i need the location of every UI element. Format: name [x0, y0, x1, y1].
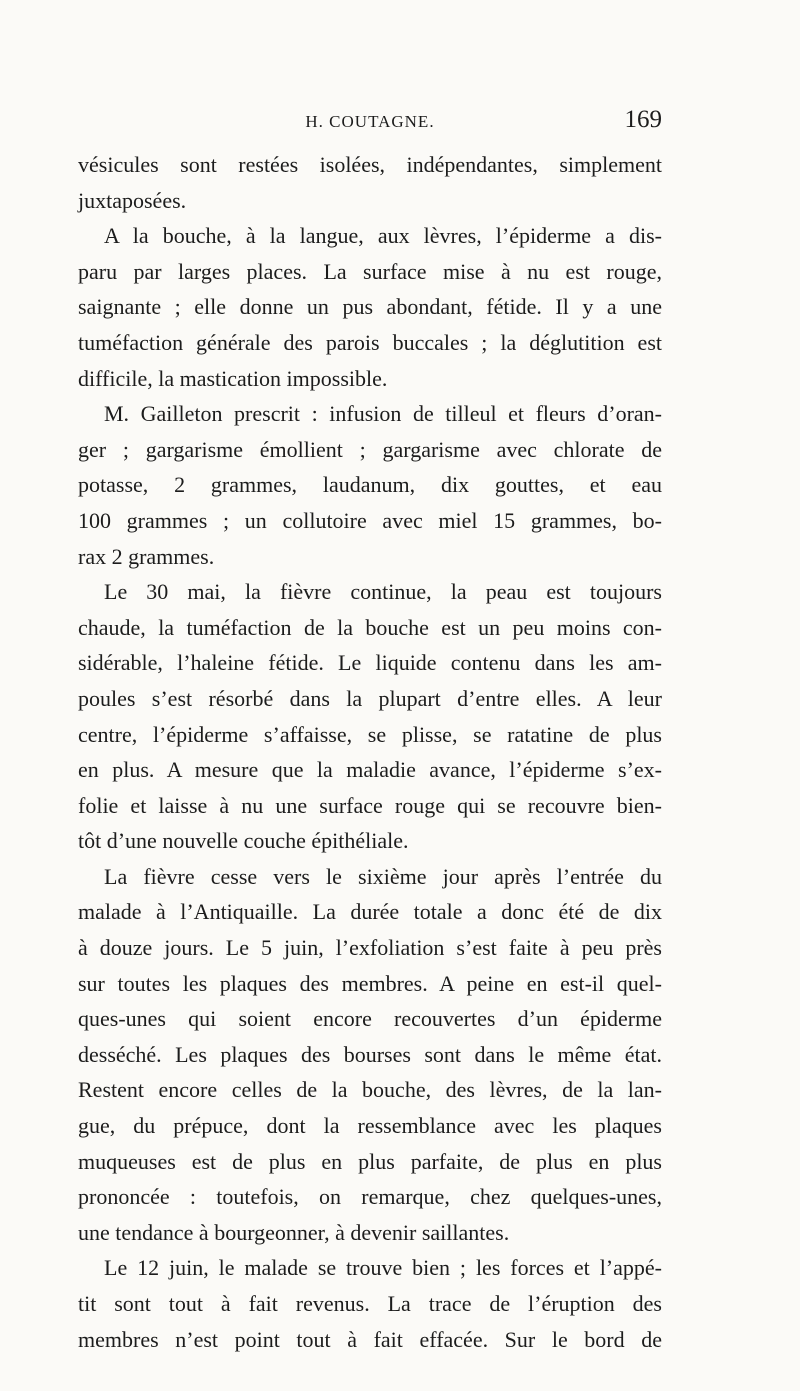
- text-line: membres n’est point tout à fait effacée. Sur le bord de: [78, 1326, 662, 1352]
- text-line: folie et laisse à nu une surface rouge qui se recouvre bien-: [78, 792, 662, 818]
- text-line: vésicules sont restées isolées, indépendantes, simplement: [78, 152, 662, 177]
- text-line: saignante ; elle donne un pus abondant, fétide. Il y a une: [78, 294, 662, 320]
- text-line: potasse, 2 grammes, laudanum, dix gouttes, et eau: [78, 472, 662, 498]
- body-text: [78, 147, 662, 1357]
- text-line: desséché. Les plaques des bourses sont dans le même état.: [78, 1041, 662, 1067]
- text-line: une tendance à bourgeonner, à devenir saillantes.: [78, 1219, 510, 1245]
- text-line: tit sont tout à fait revenus. La trace de l’éruption des: [78, 1291, 662, 1316]
- text-line: rax 2 grammes.: [78, 543, 215, 569]
- text-line: tuméfaction générale des parois buccales ; la déglutition est: [78, 329, 662, 355]
- text-line: gue, du prépuce, dont la ressemblance avec les plaques: [78, 1113, 662, 1139]
- text-line: difficile, la mastication impossible.: [78, 365, 388, 391]
- text-line: Restent encore celles de la bouche, des lèvres, de la lan-: [78, 1077, 662, 1103]
- text-line: muqueuses est de plus en plus parfaite, de plus en plus: [78, 1148, 662, 1174]
- text-line: M. Gailleton prescrit : infusion de tilleul et fleurs d’oran-: [104, 401, 662, 427]
- text-line: ger ; gargarisme émollient ; gargarisme avec chlorate de: [78, 436, 662, 462]
- page-number: 169: [624, 106, 662, 133]
- text-line: centre, l’épiderme s’affaisse, se plisse, se ratatine de plus: [78, 721, 662, 747]
- text-line: 100 grammes ; un collutoire avec miel 15 grammes, bo-: [78, 507, 662, 533]
- text-line: sur toutes les plaques des membres. A peine en est-il quel-: [78, 970, 662, 996]
- text-line: Le 30 mai, la fièvre continue, la peau est toujours: [104, 579, 662, 605]
- text-line: paru par larges places. La surface mise à nu est rouge,: [78, 258, 662, 284]
- running-head: H. COUTAGNE.: [305, 112, 435, 131]
- text-line: tôt d’une nouvelle couche épithéliale.: [78, 828, 409, 854]
- text-line: La fièvre cesse vers le sixième jour après l’entrée du: [104, 863, 662, 889]
- text-line: prononcée : toutefois, on remarque, chez quelques-unes,: [78, 1184, 662, 1210]
- text-line: Le 12 juin, le malade se trouve bien ; les forces et l’appé-: [104, 1255, 662, 1281]
- page-header: [78, 106, 662, 136]
- text-line: sidérable, l’haleine fétide. Le liquide contenu dans les am-: [78, 650, 662, 676]
- text-line: A la bouche, à la langue, aux lèvres, l’épiderme a dis-: [104, 223, 662, 249]
- text-line: juxtaposées.: [78, 187, 187, 213]
- text-line: ques-unes qui soient encore recouvertes d’un épiderme: [78, 1006, 662, 1032]
- text-line: malade à l’Antiquaille. La durée totale a donc été de dix: [78, 899, 662, 925]
- text-line: poules s’est résorbé dans la plupart d’entre elles. A leur: [78, 685, 662, 711]
- text-line: chaude, la tuméfaction de la bouche est un peu moins con-: [78, 614, 662, 640]
- text-line: à douze jours. Le 5 juin, l’exfoliation s’est faite à peu près: [78, 935, 662, 961]
- text-line: en plus. A mesure que la maladie avance, l’épiderme s’ex-: [78, 757, 662, 783]
